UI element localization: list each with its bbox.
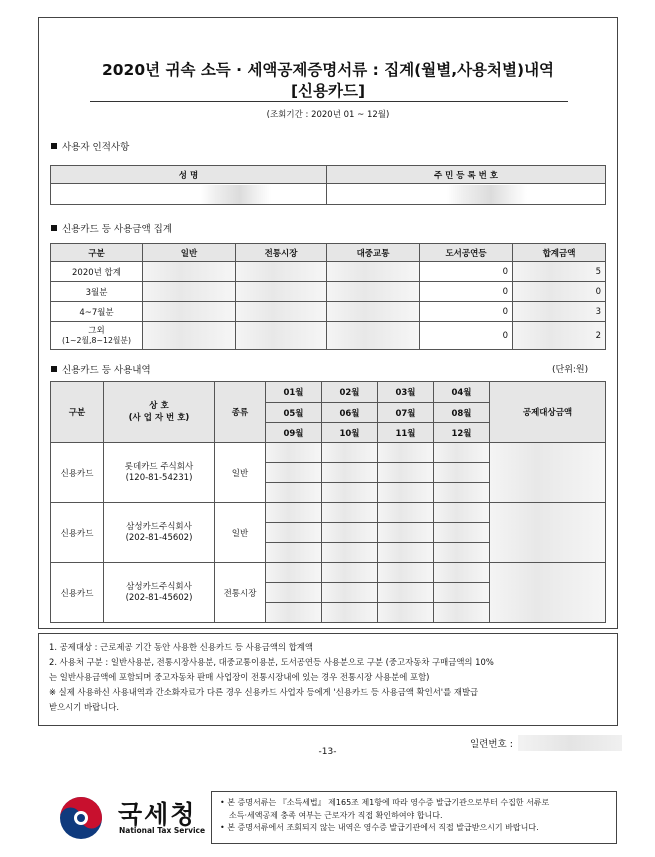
row-type: 일반 bbox=[215, 503, 266, 563]
row-label-line1: 그외 bbox=[88, 325, 105, 336]
section-summary-heading bbox=[51, 221, 172, 235]
redacted-cell bbox=[378, 523, 434, 543]
month-header: 05월 bbox=[266, 403, 322, 423]
redacted-cell bbox=[236, 322, 327, 350]
business-number: (120-81-54231) bbox=[125, 472, 193, 483]
footnote-box bbox=[211, 791, 617, 844]
redacted-cell bbox=[266, 463, 322, 483]
note-line: 는 일반사용금액에 포함되며 중고자동차 판매 사업장이 전통시장내에 있는 경우 전통시장 사용분에 포함) bbox=[49, 672, 430, 682]
redacted-cell bbox=[322, 603, 378, 623]
table-row bbox=[51, 563, 606, 583]
redacted-cell bbox=[434, 603, 490, 623]
usage-detail-table bbox=[50, 381, 606, 623]
footnote-line: • 본 증명서류에서 조회되지 않는 내역은 영수증 발급기관에서 직접 발급받으시기 바랍니다. bbox=[220, 823, 539, 832]
footnote-line: • 본 증명서류는 『소득세법』 제165조 제1항에 따라 영수증 발급기관으로부터 수집한 서류로 bbox=[220, 798, 550, 807]
page-number: -13- bbox=[318, 747, 337, 757]
document-title bbox=[38, 60, 618, 102]
redacted-cell bbox=[378, 483, 434, 503]
total-value-partial: 5 bbox=[513, 262, 606, 282]
redacted-cell bbox=[434, 543, 490, 563]
table-row bbox=[51, 503, 606, 523]
company-name: 삼성카드주식회사 bbox=[126, 521, 192, 532]
total-value-partial: 3 bbox=[513, 302, 606, 322]
nts-emblem-icon bbox=[55, 792, 107, 844]
row-label: 4~7월분 bbox=[51, 302, 143, 322]
month-header: 07월 bbox=[378, 403, 434, 423]
summary-header-general: 일반 bbox=[143, 244, 236, 262]
redacted-cell bbox=[327, 322, 420, 350]
section-personal-heading bbox=[51, 139, 129, 153]
business-number: (202-81-45602) bbox=[125, 532, 193, 543]
redacted-cell bbox=[378, 603, 434, 623]
name-value-redacted bbox=[51, 184, 327, 205]
month-header: 09월 bbox=[266, 423, 322, 443]
redacted-cell bbox=[266, 503, 322, 523]
redacted-cell bbox=[322, 503, 378, 523]
usage-summary-table bbox=[50, 243, 606, 350]
row-label: 2020년 합계 bbox=[51, 262, 143, 282]
redacted-cell bbox=[378, 543, 434, 563]
table-row bbox=[51, 282, 606, 302]
detail-header-category: 구분 bbox=[51, 382, 104, 443]
row-type: 일반 bbox=[215, 443, 266, 503]
table-row bbox=[51, 262, 606, 282]
section-detail-title: 신용카드 등 사용내역 bbox=[62, 365, 151, 376]
redacted-cell bbox=[322, 463, 378, 483]
redacted-cell bbox=[434, 463, 490, 483]
square-bullet-icon bbox=[51, 143, 57, 149]
redacted-cell bbox=[143, 302, 236, 322]
redacted-cell bbox=[266, 583, 322, 603]
redacted-cell bbox=[236, 302, 327, 322]
books-value: 0 bbox=[420, 302, 513, 322]
row-category: 신용카드 bbox=[51, 443, 104, 503]
redacted-cell bbox=[143, 322, 236, 350]
row-company bbox=[104, 503, 215, 563]
redacted-cell bbox=[434, 583, 490, 603]
redacted-cell bbox=[322, 443, 378, 463]
redacted-cell bbox=[322, 543, 378, 563]
books-value: 0 bbox=[420, 282, 513, 302]
redacted-cell bbox=[378, 563, 434, 583]
agency-name: 국세청 bbox=[118, 800, 197, 829]
business-number: (202-81-45602) bbox=[125, 592, 193, 603]
row-label: 3월분 bbox=[51, 282, 143, 302]
section-personal-title: 사용자 인적사항 bbox=[62, 142, 130, 153]
summary-header-category: 구분 bbox=[51, 244, 143, 262]
redacted-cell bbox=[378, 443, 434, 463]
redacted-cell bbox=[143, 282, 236, 302]
total-value-partial: 2 bbox=[513, 322, 606, 350]
redacted-cell bbox=[378, 583, 434, 603]
inquiry-period: (조회기간 : 2020년 01 ~ 12월) bbox=[266, 110, 390, 120]
company-header-line2: (사 업 자 번 호) bbox=[128, 413, 190, 423]
redacted-cell bbox=[322, 563, 378, 583]
row-type: 전통시장 bbox=[215, 563, 266, 623]
table-row bbox=[51, 302, 606, 322]
row-label-line2: (1~2월,8~12월분) bbox=[61, 335, 132, 345]
summary-header-books: 도서공연등 bbox=[420, 244, 513, 262]
redacted-cell bbox=[327, 302, 420, 322]
redacted-cell bbox=[490, 503, 606, 563]
title-line2: [신용카드] bbox=[290, 82, 366, 100]
notes-box bbox=[38, 633, 618, 726]
redacted-cell bbox=[266, 443, 322, 463]
note-line: 1. 공제대상 : 근로제공 기간 동안 사용한 신용카드 등 사용금액의 합계액 bbox=[49, 642, 313, 652]
personal-info-table bbox=[50, 165, 606, 205]
name-header: 성 명 bbox=[51, 166, 327, 184]
redacted-cell bbox=[322, 483, 378, 503]
month-header: 04월 bbox=[434, 382, 490, 403]
redacted-cell bbox=[266, 523, 322, 543]
square-bullet-icon bbox=[51, 366, 57, 372]
row-company bbox=[104, 443, 215, 503]
note-line: ※ 실제 사용하신 사용내역과 간소화자료가 다른 경우 신용카드 사업자 등에게 '신용카드 등 사용금액 확인서'를 재발급 bbox=[49, 687, 479, 697]
row-category: 신용카드 bbox=[51, 503, 104, 563]
redacted-cell bbox=[434, 443, 490, 463]
row-company bbox=[104, 563, 215, 623]
redacted-cell bbox=[434, 483, 490, 503]
total-value-partial: 0 bbox=[513, 282, 606, 302]
section-detail-heading bbox=[51, 362, 151, 376]
month-header: 12월 bbox=[434, 423, 490, 443]
section-summary-title: 신용카드 등 사용금액 집계 bbox=[62, 224, 173, 235]
redacted-cell bbox=[327, 262, 420, 282]
redacted-cell bbox=[266, 603, 322, 623]
summary-header-transit: 대중교통 bbox=[327, 244, 420, 262]
redacted-cell bbox=[378, 503, 434, 523]
agency-name-english: National Tax Service bbox=[119, 826, 206, 835]
detail-header-type: 종류 bbox=[215, 382, 266, 443]
redacted-cell bbox=[327, 282, 420, 302]
table-row bbox=[51, 322, 606, 350]
unit-label: (단위:원) bbox=[552, 365, 589, 375]
books-value: 0 bbox=[420, 262, 513, 282]
summary-header-market: 전통시장 bbox=[236, 244, 327, 262]
redacted-cell bbox=[266, 483, 322, 503]
redacted-cell bbox=[266, 563, 322, 583]
redacted-cell bbox=[434, 523, 490, 543]
books-value: 0 bbox=[420, 322, 513, 350]
month-header: 01월 bbox=[266, 382, 322, 403]
month-header: 08월 bbox=[434, 403, 490, 423]
note-line: 받으시기 바랍니다. bbox=[49, 702, 120, 712]
month-header: 06월 bbox=[322, 403, 378, 423]
month-header: 02월 bbox=[322, 382, 378, 403]
redacted-cell bbox=[322, 583, 378, 603]
month-header: 11월 bbox=[378, 423, 434, 443]
note-line: 2. 사용처 구분 : 일반사용분, 전통시장사용분, 대중교통이용분, 도서공연등 사용분으로 구분 (중고자동차 구매금액의 10% bbox=[49, 657, 494, 667]
title-rule bbox=[90, 101, 568, 102]
row-category: 신용카드 bbox=[51, 563, 104, 623]
title-line1: 2020년 귀속 소득 · 세액공제증명서류 : 집계(월별,사용처별)내역 bbox=[101, 61, 555, 79]
redacted-cell bbox=[236, 282, 327, 302]
company-name: 삼성카드주식회사 bbox=[126, 581, 192, 592]
redacted-cell bbox=[434, 563, 490, 583]
redacted-cell bbox=[322, 523, 378, 543]
square-bullet-icon bbox=[51, 225, 57, 231]
redacted-cell bbox=[490, 563, 606, 623]
summary-header-total: 합계금액 bbox=[513, 244, 606, 262]
redacted-cell bbox=[266, 543, 322, 563]
detail-header-company bbox=[104, 382, 215, 443]
month-header: 10월 bbox=[322, 423, 378, 443]
table-row bbox=[51, 443, 606, 463]
detail-header-amount: 공제대상금액 bbox=[490, 382, 606, 443]
redacted-cell bbox=[143, 262, 236, 282]
id-number-value-redacted bbox=[327, 184, 606, 205]
month-header: 03월 bbox=[378, 382, 434, 403]
redacted-cell bbox=[490, 443, 606, 503]
redacted-cell bbox=[378, 463, 434, 483]
serial-label: 일련번호 : bbox=[470, 739, 513, 750]
redacted-cell bbox=[434, 503, 490, 523]
company-name: 롯데카드 주식회사 bbox=[124, 461, 194, 472]
footnote-line: 소득·세액공제 충족 여부는 근로자가 직접 확인하여야 합니다. bbox=[229, 810, 443, 820]
redacted-cell bbox=[236, 262, 327, 282]
id-number-header: 주 민 등 록 번 호 bbox=[327, 166, 606, 184]
company-header-line1: 상 호 bbox=[149, 401, 169, 411]
row-label bbox=[51, 322, 143, 350]
